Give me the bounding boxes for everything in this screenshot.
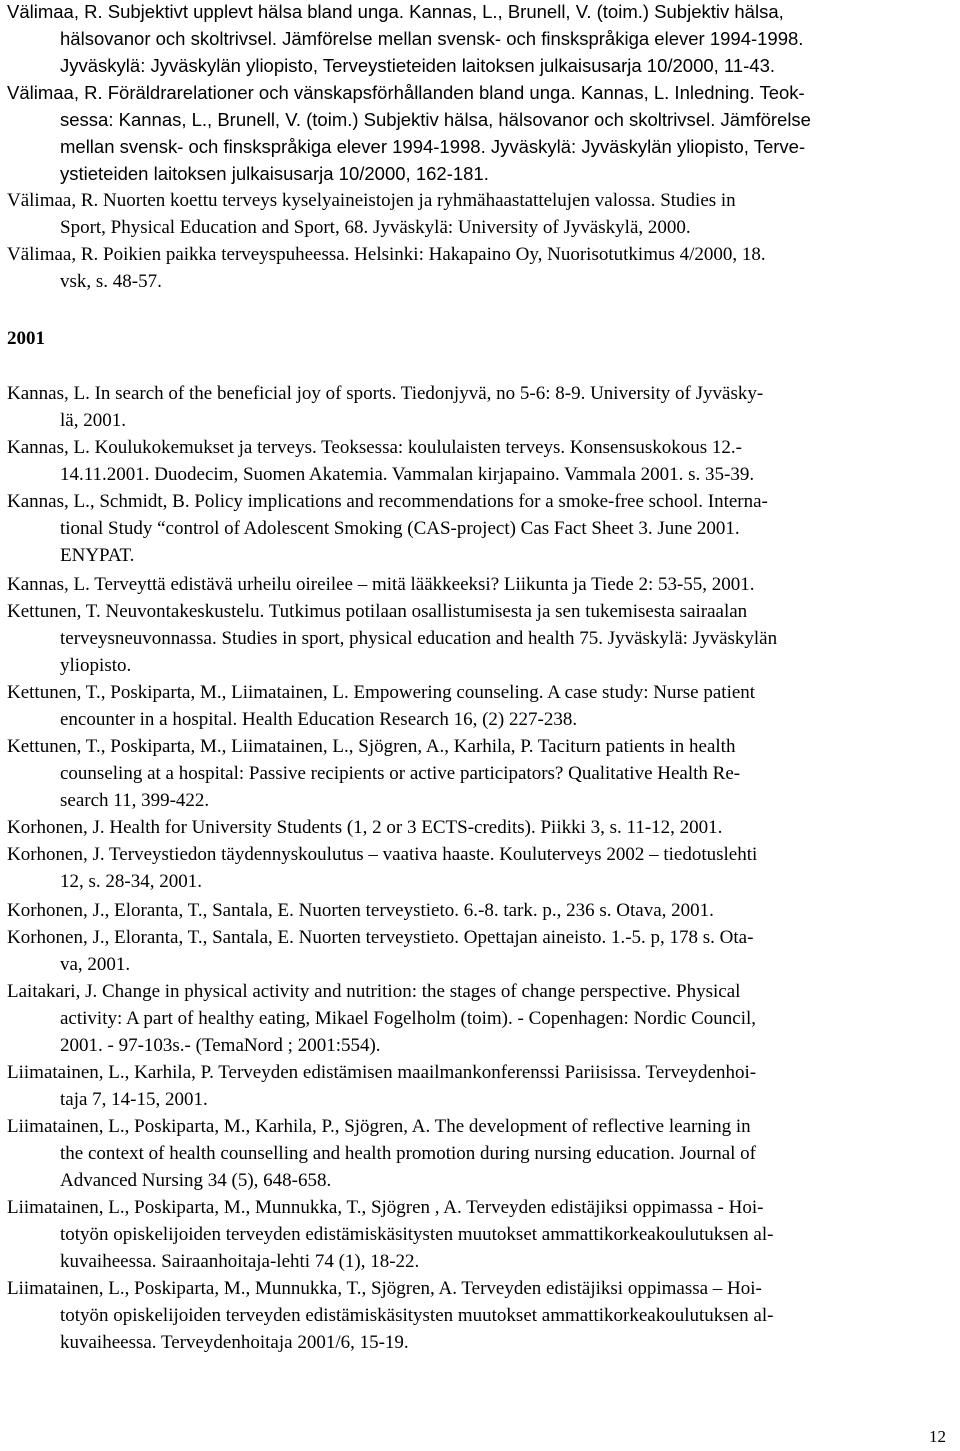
reference-line: mellan svensk- och finskspråkiga elever 1994-1998. Jyväskylä: Jyväskylän yliopisto, Terve- [60, 136, 806, 157]
reference-line: Laitakari, J. Change in physical activity and nutrition: the stages of change perspective. Physical [7, 981, 741, 1002]
reference-line: Liimatainen, L., Poskiparta, M., Karhila, P., Sjögren, A. The development of reflective learning in [7, 1116, 751, 1137]
reference-line: Jyväskylä: Jyväskylän yliopisto, Terveystieteiden laitoksen julkaisusarja 10/2000, 11-43. [60, 55, 776, 76]
reference-line: encounter in a hospital. Health Education Research 16, (2) 227-238. [60, 709, 578, 730]
reference-line: Liimatainen, L., Poskiparta, M., Munnukka, T., Sjögren, A. Terveyden edistäjiksi oppimassa – Hoi- [7, 1278, 762, 1299]
reference-line: Liimatainen, L., Karhila, P. Terveyden edistämisen maailmankonferenssi Pariisissa. Terveydenhoi- [7, 1062, 757, 1083]
reference-line: terveysneuvonnassa. Studies in sport, physical education and health 75. Jyväskylä: Jyväskylän [60, 628, 778, 649]
reference-line: Liimatainen, L., Poskiparta, M., Munnukka, T., Sjögren , A. Terveyden edistäjiksi oppimassa - Hoi- [7, 1197, 764, 1218]
reference-line: 2001. - 97-103s.- (TemaNord ; 2001:554). [60, 1035, 381, 1056]
page-number: 12 [929, 1427, 946, 1446]
reference-line: Korhonen, J., Eloranta, T., Santala, E. Nuorten terveystieto. 6.-8. tark. p., 236 s. Otava, 2001. [7, 900, 714, 921]
section-year-heading: 2001 [7, 328, 45, 349]
reference-line: Välimaa, R. Subjektivt upplevt hälsa bland unga. Kannas, L., Brunell, V. (toim.) Subjektiv hälsa, [7, 1, 784, 22]
reference-line: activity: A part of healthy eating, Mikael Fogelholm (toim). - Copenhagen: Nordic Council, [60, 1008, 756, 1029]
reference-line: Välimaa, R. Poikien paikka terveyspuheessa. Helsinki: Hakapaino Oy, Nuorisotutkimus 4/2000, 18. [7, 244, 766, 265]
reference-line: vsk, s. 48-57. [60, 271, 162, 292]
reference-line: Korhonen, J. Health for University Students (1, 2 or 3 ECTS-credits). Piikki 3, s. 11-12, 2001. [7, 817, 723, 838]
reference-line: Kannas, L. In search of the beneficial joy of sports. Tiedonjyvä, no 5-6: 8-9. University of Jyväsky- [7, 383, 764, 404]
reference-line: Välimaa, R. Föräldrarelationer och vänskapsförhållanden bland unga. Kannas, L. Inledning. Teok- [7, 82, 805, 103]
reference-line: yliopisto. [60, 655, 132, 676]
reference-line: sessa: Kannas, L., Brunell, V. (toim.) Subjektiv hälsa, hälsovanor och skoltrivsel. Jämförelse [60, 109, 811, 130]
reference-line: kuvaiheessa. Terveydenhoitaja 2001/6, 15-19. [60, 1332, 409, 1353]
reference-line: Kannas, L. Koulukokemukset ja terveys. Teoksessa: koululaisten terveys. Konsensuskokous 12.- [7, 437, 742, 458]
reference-line: hälsovanor och skoltrivsel. Jämförelse mellan svensk- och finskspråkiga elever 1994-1998. [60, 28, 804, 49]
reference-line: kuvaiheessa. Sairaanhoitaja-lehti 74 (1), 18-22. [60, 1251, 420, 1272]
reference-line: 14.11.2001. Duodecim, Suomen Akatemia. Vammalan kirjapaino. Vammala 2001. s. 35-39. [60, 464, 755, 485]
reference-line: Kettunen, T., Poskiparta, M., Liimatainen, L., Sjögren, A., Karhila, P. Taciturn patients in health [7, 736, 736, 757]
reference-line: totyön opiskelijoiden terveyden edistämiskäsitysten muutokset ammattikorkeakoulutuksen al- [60, 1305, 774, 1326]
reference-line: Advanced Nursing 34 (5), 648-658. [60, 1170, 332, 1191]
reference-line: Kannas, L. Terveyttä edistävä urheilu oireilee – mitä lääkkeeksi? Liikunta ja Tiede 2: 53-55, 2001. [7, 574, 755, 595]
reference-line: counseling at a hospital: Passive recipients or active participators? Qualitative Health Re- [60, 763, 741, 784]
reference-line: Kannas, L., Schmidt, B. Policy implications and recommendations for a smoke-free school. Interna- [7, 491, 768, 512]
reference-line: the context of health counselling and health promotion during nursing education. Journal of [60, 1143, 756, 1164]
reference-line: Korhonen, J. Terveystiedon täydennyskoulutus – vaativa haaste. Kouluterveys 2002 – tiedotuslehti [7, 844, 758, 865]
reference-line: totyön opiskelijoiden terveyden edistämiskäsitysten muutokset ammattikorkeakoulutuksen al- [60, 1224, 774, 1245]
reference-line: Välimaa, R. Nuorten koettu terveys kyselyaineistojen ja ryhmähaastattelujen valossa. Studies in [7, 190, 736, 211]
reference-line: Korhonen, J., Eloranta, T., Santala, E. Nuorten terveystieto. Opettajan aineisto. 1.-5. p, 178 s. Ota- [7, 927, 754, 948]
reference-line: va, 2001. [60, 954, 131, 975]
reference-line: Sport, Physical Education and Sport, 68. Jyväskylä: University of Jyväskylä, 2000. [60, 217, 691, 238]
reference-line: tional Study “control of Adolescent Smoking (CAS-project) Cas Fact Sheet 3. June 2001. [60, 518, 740, 539]
reference-line: ystieteiden laitoksen julkaisusarja 10/2000, 162-181. [60, 163, 489, 184]
reference-line: lä, 2001. [60, 410, 126, 431]
reference-line: search 11, 399-422. [60, 790, 210, 811]
reference-line: 12, s. 28-34, 2001. [60, 871, 202, 892]
reference-line: taja 7, 14-15, 2001. [60, 1089, 208, 1110]
reference-line: Kettunen, T. Neuvontakeskustelu. Tutkimus potilaan osallistumisesta ja sen tukemisesta sairaalan [7, 601, 748, 622]
reference-line: ENYPAT. [60, 545, 135, 566]
reference-line: Kettunen, T., Poskiparta, M., Liimatainen, L. Empowering counseling. A case study: Nurse patient [7, 682, 756, 703]
